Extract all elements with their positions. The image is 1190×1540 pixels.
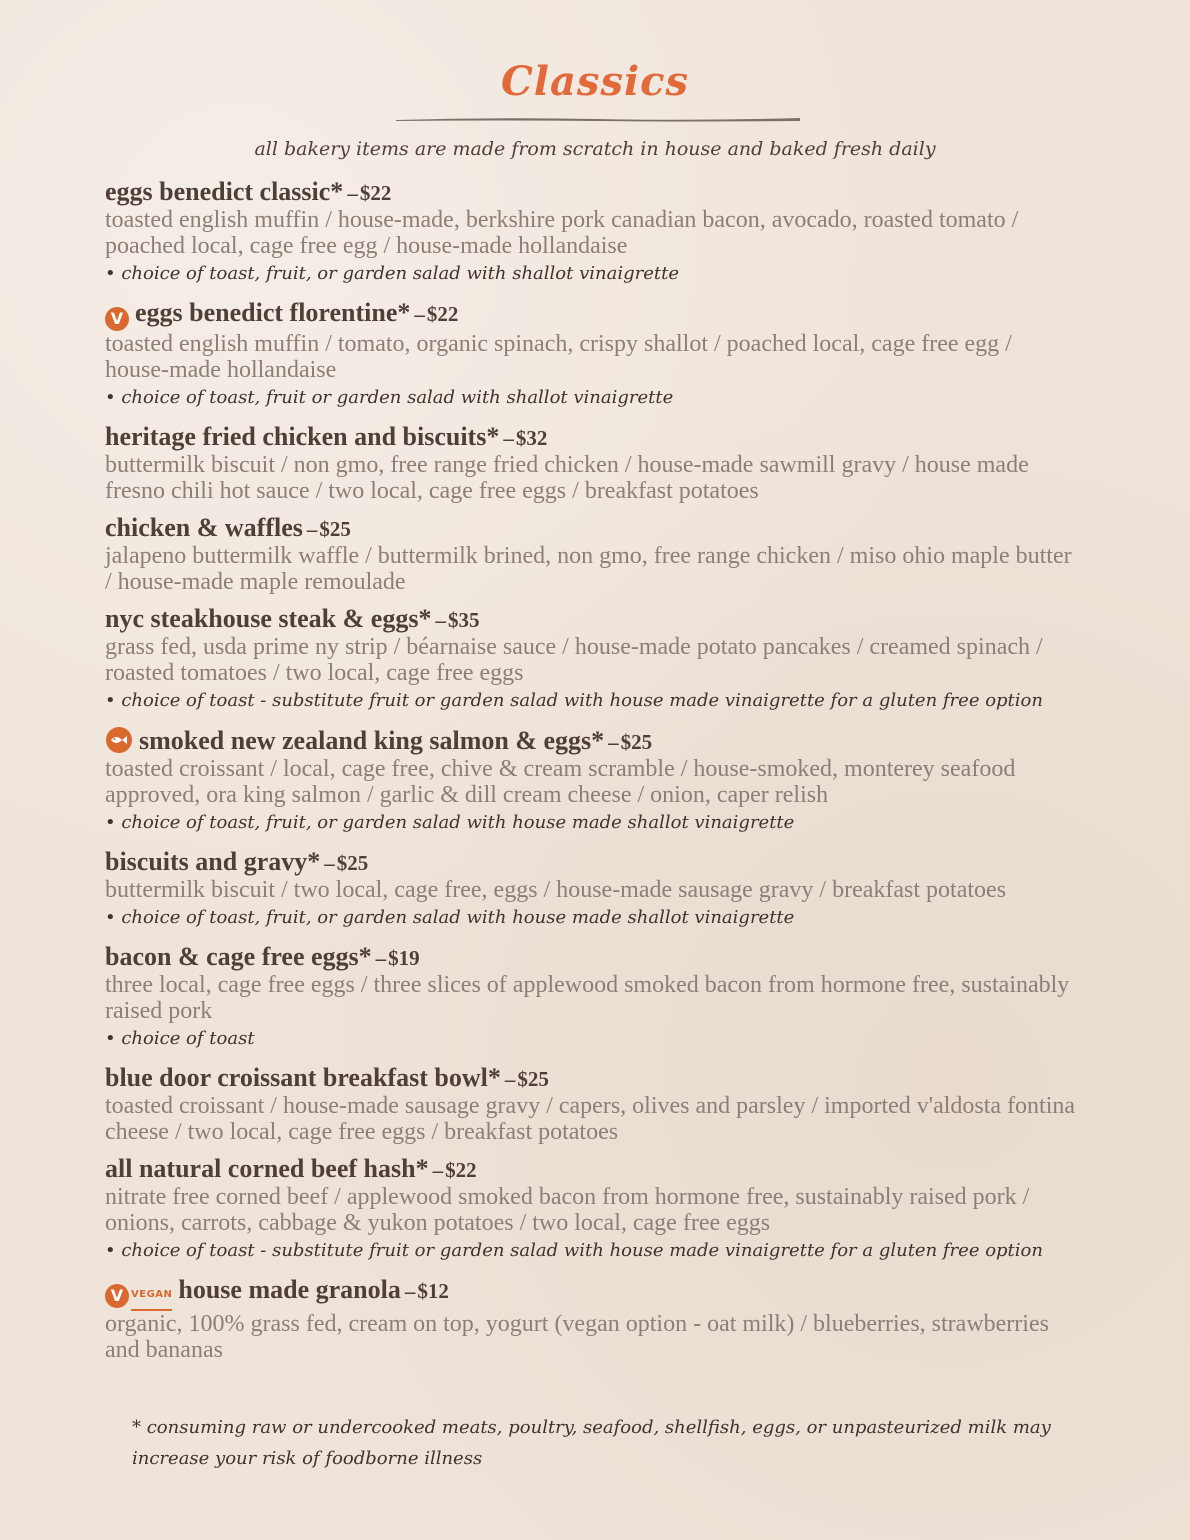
vegan-v-letter: V	[105, 1284, 129, 1308]
menu-item-name: heritage fried chicken and biscuits*	[105, 422, 500, 451]
fish-icon	[105, 726, 133, 754]
menu-item-note: • choice of toast, fruit, or garden salad with house made shallot vinaigrette	[105, 907, 795, 928]
menu-item-price: $25	[319, 517, 351, 541]
menu-item-description: organic, 100% grass fed, cream on top, yogurt (vegan option - oat milk) / blueberries, strawberries and bananas	[105, 1311, 1049, 1363]
menu-item-price: $35	[447, 608, 480, 632]
menu-item-description: grass fed, usda prime ny strip / béarnaise sauce / house-made potato pancakes / creamed spinach / roasted tomatoes / two local, cage free eggs	[105, 634, 1043, 686]
menu-item-name: blue door croissant breakfast bowl*	[105, 1063, 501, 1092]
menu-item-title: biscuits and gravy* –$25	[105, 847, 369, 876]
menu-item-title: nyc steakhouse steak & eggs* –$35	[105, 604, 480, 633]
menu-item-price: $25	[517, 1067, 549, 1091]
vegetarian-v-icon: V	[105, 307, 129, 331]
menu-item-price: $22	[445, 1158, 477, 1182]
vegan-tag: VEGAN	[131, 1281, 172, 1311]
menu-item-price: $22	[359, 181, 392, 205]
menu-item-name: eggs benedict classic*	[105, 177, 344, 206]
menu-item	[105, 178, 1080, 289]
menu-item-name: biscuits and gravy*	[105, 847, 321, 876]
menu-item-note: • choice of toast	[105, 1028, 255, 1049]
menu-item-name: all natural corned beef hash*	[105, 1154, 429, 1183]
menu-item-description: buttermilk biscuit / non gmo, free range fried chicken / house-made sawmill gravy / house made fresno chili hot sauce / two local, cage free eggs / breakfast potatoes	[105, 452, 1029, 504]
menu-item-title: eggs benedict classic* –$22	[105, 177, 392, 206]
menu-item-note: • choice of toast, fruit, or garden salad with house made shallot vinaigrette	[105, 812, 795, 833]
menu-item-note: • choice of toast, fruit, or garden salad with shallot vinaigrette	[105, 263, 679, 284]
menu-item-price: $12	[417, 1279, 449, 1303]
menu-item	[105, 423, 1080, 504]
menu-item	[105, 1155, 1080, 1266]
menu-item-title: smoked new zealand king salmon & eggs* –$25	[105, 726, 1080, 756]
allergy-footnote: * consuming raw or undercooked meats, poultry, seafood, shellfish, eggs, or unpasteurized milk may increase your risk of foodborne illness	[132, 1417, 1051, 1469]
menu-item-price: $25	[620, 730, 653, 754]
menu-item-description: toasted croissant / house-made sausage gravy / capers, olives and parsley / imported v'aldosta fontina cheese / two local, cage free eggs / breakfast potatoes	[105, 1093, 1076, 1145]
menu-item	[105, 1064, 1080, 1145]
menu-item-description: toasted croissant / local, cage free, chive & cream scramble / house-smoked, monterey seafood approved, ora king salmon / garlic & dill cream cheese / onion, caper relish	[105, 756, 1016, 808]
menu-item-title: all natural corned beef hash* –$22	[105, 1154, 477, 1183]
menu-item-price: $25	[336, 851, 369, 875]
menu-item-note: • choice of toast - substitute fruit or garden salad with house made vinaigrette for a gluten free option	[105, 1240, 1043, 1261]
menu-item-description: nitrate free corned beef / applewood smoked bacon from hormone free, sustainably raised pork / onions, carrots, cabbage & yukon potatoes / two local, cage free eggs	[105, 1184, 1030, 1236]
menu-item-name: nyc steakhouse steak & eggs*	[105, 604, 432, 633]
menu-item-name: eggs benedict florentine*	[135, 298, 411, 327]
menu-item	[105, 1276, 1080, 1363]
menu-item	[105, 726, 1080, 838]
menu-item-title: blue door croissant breakfast bowl* –$25	[105, 1063, 549, 1092]
menu-item-note: • choice of toast - substitute fruit or garden salad with house made vinaigrette for a gluten free option	[105, 690, 1043, 711]
menu-item-title: V eggs benedict florentine* –$22	[105, 299, 1080, 331]
menu-item	[105, 299, 1080, 413]
title-underline	[396, 115, 800, 123]
menu-item-title: heritage fried chicken and biscuits* –$32	[105, 422, 548, 451]
menu-item-description: three local, cage free eggs / three slices of applewood smoked bacon from hormone free, sustainably raised pork	[105, 972, 1070, 1024]
menu-item-description: toasted english muffin / tomato, organic spinach, crispy shallot / poached local, cage free egg / house-made hollandaise	[105, 331, 1012, 383]
menu-item-description: jalapeno buttermilk waffle / buttermilk brined, non gmo, free range chicken / miso ohio maple butter / house-made maple remoulade	[105, 543, 1072, 595]
vegan-v-icon	[105, 1281, 172, 1311]
menu-item	[105, 848, 1080, 933]
menu-item-price: $32	[515, 426, 548, 450]
menu-item-name: house made granola	[178, 1275, 401, 1304]
menu-item-price: $22	[426, 302, 459, 326]
menu-item-name: smoked new zealand king salmon & eggs*	[139, 726, 605, 755]
menu-list	[105, 178, 1080, 1373]
menu-item-title: bacon & cage free eggs* –$19	[105, 942, 420, 971]
menu-item	[105, 514, 1080, 595]
menu-item-name: chicken & waffles	[105, 513, 303, 542]
menu-item-note: • choice of toast, fruit or garden salad with shallot vinaigrette	[105, 387, 674, 408]
menu-item	[105, 943, 1080, 1054]
menu-item-name: bacon & cage free eggs*	[105, 942, 372, 971]
page-subtitle: all bakery items are made from scratch in house and baked fresh daily	[254, 138, 936, 160]
menu-item-title: V VEGAN house made granola –$12	[105, 1276, 1080, 1311]
page-title: Classics	[500, 58, 690, 105]
menu-item-price: $19	[388, 946, 420, 970]
menu-item	[105, 605, 1080, 716]
menu-item-title: chicken & waffles –$25	[105, 513, 351, 542]
menu-item-description: buttermilk biscuit / two local, cage free, eggs / house-made sausage gravy / breakfast potatoes	[105, 877, 1007, 903]
menu-item-description: toasted english muffin / house-made, berkshire pork canadian bacon, avocado, roasted tomato / poached local, cage free egg / house-made hollandaise	[105, 207, 1019, 259]
